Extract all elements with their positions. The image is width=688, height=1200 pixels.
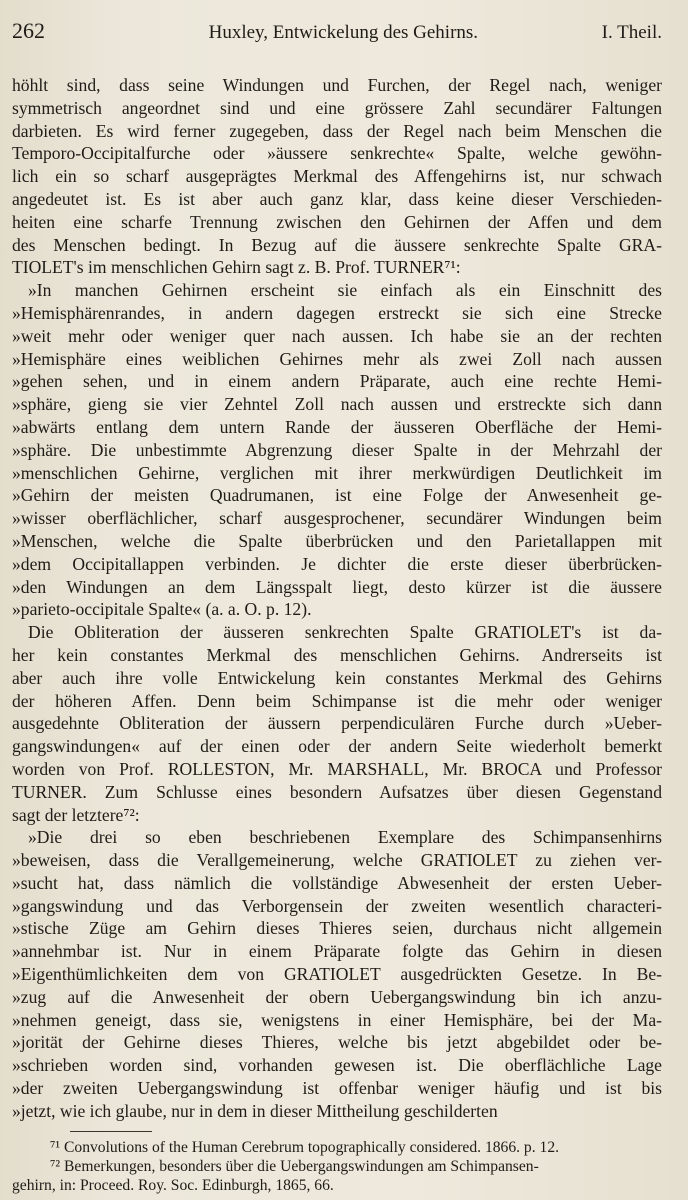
paragraph <box>12 279 662 621</box>
text-line: gangswindungen« auf der einen oder der andern Seite wiederholt bemerkt <box>12 736 662 757</box>
text-line: »jorität der Gehirne dieses Thieres, welche bis jetzt abgebildet oder be- <box>12 1032 662 1053</box>
text-line: Die Obliteration der äusseren senkrechten Spalte GRATIOLET's ist da- <box>28 622 662 643</box>
text-line: »schrieben worden sind, vorhanden gewesen ist. Die oberflächliche Lage <box>12 1055 662 1076</box>
text-line: »den Windungen an dem Längsspalt liegt, desto kürzer ist die äussere <box>12 576 662 597</box>
text-line: ausgedehnte Obliteration der äussern perpendiculären Furche durch »Ueber- <box>12 713 662 734</box>
footnotes <box>12 1138 662 1195</box>
text-line: heiten eine scharfe Trennung zwischen den Gehirnen der Affen und dem <box>12 211 662 232</box>
text-line: »Hemisphärenrandes, in andern dagegen erstreckt sie sich eine Strecke <box>12 302 662 323</box>
text-line: »Hemisphäre eines weiblichen Gehirnes mehr als zwei Zoll nach aussen <box>12 348 662 369</box>
section-label: I. Theil. <box>601 22 662 43</box>
page-number: 262 <box>12 18 45 43</box>
footnote-line: gehirn, in: Proceed. Roy. Soc. Edinburgh, 1865, 66. <box>12 1176 334 1194</box>
text-line: TIOLET's im menschlichen Gehirn sagt z. B. Prof. TURNER⁷¹: <box>12 257 461 278</box>
text-line: symmetrisch angeordnet sind und eine grössere Zahl secundärer Faltungen <box>12 97 662 118</box>
text-line: sagt der letztere⁷²: <box>12 804 140 825</box>
footnote-rule <box>70 1131 152 1132</box>
body-text <box>12 74 662 1123</box>
text-line: lich ein so scharf ausgeprägtes Merkmal des Affengehirns ist, nur schwach <box>12 166 662 187</box>
text-line: »der zweiten Uebergangswindung ist offenbar weniger häufig und ist bis <box>12 1078 662 1099</box>
text-line: darbieten. Es wird ferner zugegeben, dass der Regel nach beim Menschen die <box>12 120 662 141</box>
text-line: »nehmen geneigt, dass sie, wenigstens in einer Hemisphäre, bei der Ma- <box>12 1009 662 1030</box>
text-line: »parieto-occipitale Spalte« (a. a. O. p. 12). <box>12 599 312 620</box>
text-line: Temporo-Occipitalfurche oder »äussere senkrechte« Spalte, welche gewöhn- <box>12 143 662 164</box>
text-line: »stische Züge am Gehirn dieses Thieres seien, durchaus nicht allgemein <box>12 918 662 939</box>
text-line: »zug auf die Anwesenheit der obern Uebergangswindung bin ich anzu- <box>12 986 662 1007</box>
text-line: »menschlichen Gehirne, verglichen mit ihrer merkwürdigen Deutlichkeit im <box>12 462 662 483</box>
text-line: »In manchen Gehirnen erscheint sie einfach als ein Einschnitt des <box>28 280 662 301</box>
text-line: »sphäre. Die unbestimmte Abgrenzung dieser Spalte in der Mehrzahl der <box>12 439 662 460</box>
text-line: »sucht hat, dass nämlich die vollständige Abwesenheit der ersten Ueber- <box>12 872 662 893</box>
footnote-line: ⁷² Bemerkungen, besonders über die Uebergangswindungen am Schimpansen- <box>50 1157 539 1175</box>
text-line: des Menschen bedingt. In Bezug auf die äussere senkrechte Spalte GRA- <box>12 234 662 255</box>
text-line: aber auch ihre volle Entwickelung kein constantes Merkmal des Gehirns <box>12 667 662 688</box>
text-line: »Gehirn der meisten Quadrumanen, ist eine Folge der Anwesenheit ge- <box>12 485 662 506</box>
text-line: »Eigenthümlichkeiten dem von GRATIOLET ausgedrückten Gesetze. In Be- <box>12 964 662 985</box>
text-line: »dem Occipitallappen verbinden. Je dichter die erste dieser überbrücken- <box>12 553 662 574</box>
text-line: her kein constantes Merkmal des menschlichen Gehirns. Andrerseits ist <box>12 644 662 665</box>
text-line: »annehmbar ist. Nur in einem Präparate folgte das Gehirn in diesen <box>12 941 662 962</box>
paragraph <box>12 621 662 826</box>
text-line: »jetzt, wie ich glaube, nur in dem in dieser Mittheilung geschilderten <box>12 1100 498 1121</box>
text-line: »Die drei so eben beschriebenen Exemplare des Schimpansenhirns <box>28 827 662 848</box>
page-header <box>12 18 662 52</box>
text-line: »Menschen, welche die Spalte überbrücken und den Parietallappen mit <box>12 530 662 551</box>
text-line: »beweisen, dass die Verallgemeinerung, welche GRATIOLET zu ziehen ver- <box>12 850 662 871</box>
running-title: Huxley, Entwickelung des Gehirns. <box>208 22 479 43</box>
text-line: »sphäre, gieng sie vier Zehntel Zoll nach aussen und erstreckte sich dann <box>12 394 662 415</box>
text-line: worden von Prof. ROLLESTON, Mr. MARSHALL, Mr. BROCA und Professor <box>12 758 662 779</box>
footnote-line: ⁷¹ Convolutions of the Human Cerebrum topographically considered. 1866. p. 12. <box>50 1138 560 1156</box>
text-line: »abwärts entlang dem untern Rande der äusseren Oberfläche der Hemi- <box>12 416 662 437</box>
text-line: der höheren Affen. Denn beim Schimpanse ist die mehr oder weniger <box>12 690 662 711</box>
paragraph <box>12 826 662 1122</box>
text-line: TURNER. Zum Schlusse eines besondern Aufsatzes über diesen Gegenstand <box>12 781 662 802</box>
text-line: höhlt sind, dass seine Windungen und Furchen, der Regel nach, weniger <box>12 75 662 95</box>
paragraph <box>12 74 662 279</box>
text-line: »weit mehr oder weniger quer nach aussen. Ich habe sie an der rechten <box>12 325 662 346</box>
text-line: angedeutet ist. Es ist aber auch ganz klar, dass keine dieser Verschieden- <box>12 188 662 209</box>
text-line: »wisser oberflächlicher, scharf ausgesprochener, secundärer Windungen beim <box>12 508 662 529</box>
text-line: »gangswindung und das Verborgensein der zweiten wesentlich characteri- <box>12 895 662 916</box>
text-line: »gehen sehen, und in einem andern Präparate, auch eine rechte Hemi- <box>12 371 662 392</box>
